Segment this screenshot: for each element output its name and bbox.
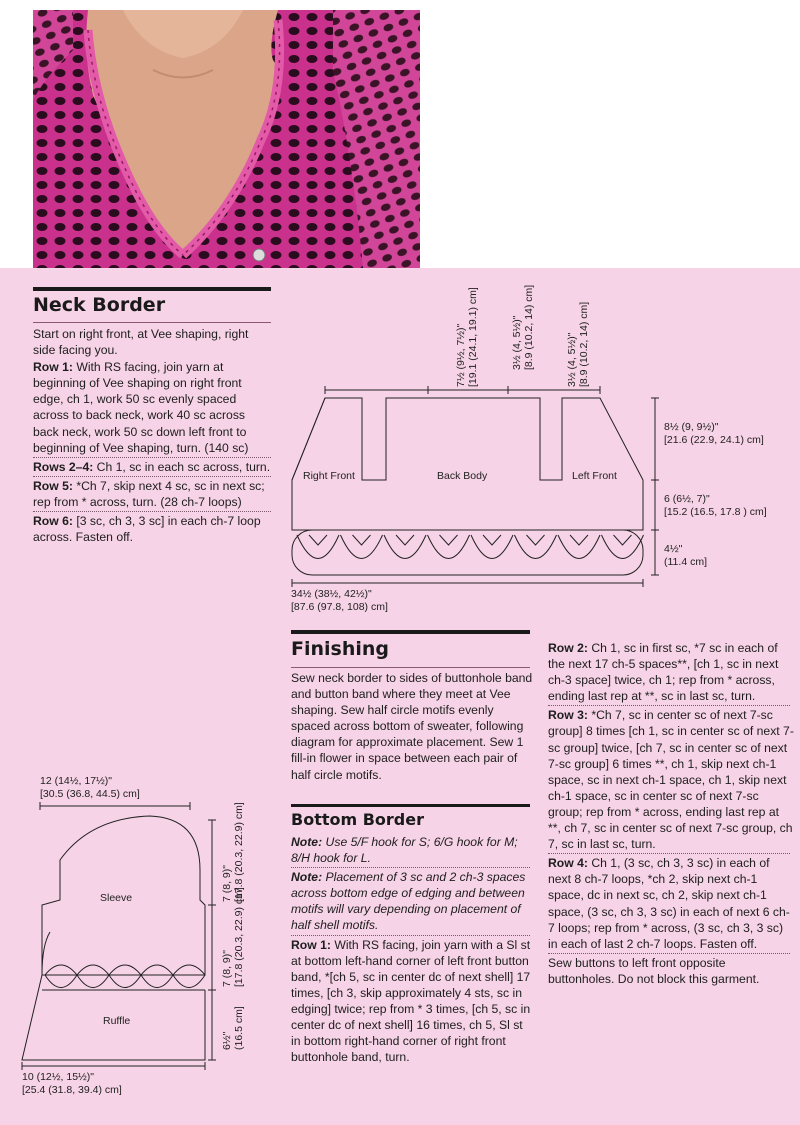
sleeve-motif [109,975,141,988]
dim-sleeve-bottom: 10 (12½, 15½)" [25.4 (31.8, 39.4) cm] [22,1071,122,1096]
sleeve-motif-top [45,965,77,975]
back-body-label: Back Body [437,470,488,482]
dim-front-width-1: 3½ (4, 5½)" [8.9 (10.2, 14) cm] [511,284,535,370]
note-placement: Note: Placement of 3 sc and 2 ch-3 spaces across bottom edge of edging and between motifs will vary depending on placement of half shell motifs. [291,870,526,933]
dim-neck-width: 7½ (9½, 7½)" [19.1 (24.1, 19.1) cm] [455,287,479,387]
neck-row-1: Row 1: With RS facing, join yarn at beginning of Vee shaping on right front edge, ch 1, work 50 sc evenly spaced across to back neck, work 40 sc across back neck, work 50 sc down left front to beginning of Vee shaping, turn. (140 sc) [33,360,249,455]
dim-sleeve-top: 12 (14½, 17½)" [30.5 (36.8, 44.5) cm] [40,775,140,800]
finishing-text: Sew neck border to sides of buttonhole band and button band where they meet at Vee shaping. Sew half circle motifs evenly spaced across bottom of sweater, following diagram for approximate placement. Sew 1 fill-in flower in space between each pair of half circle motifs. [291,671,533,782]
dim-width: 34½ (38½, 42½)" [87.6 (97.8, 108) cm] [291,588,388,613]
right-front-label: Right Front [303,470,355,482]
sleeve-motif [141,975,173,988]
sleeve-motif-top [141,965,173,975]
sleeve-motif-top [77,965,109,975]
dim-sleeve-cap: 7 (8, 9)" [17.8 (20.3, 22.9) cm] [221,802,245,902]
dim-armhole: 8½ (9, 9½)" [21.6 (22.9, 24.1) cm] [664,421,764,446]
sleeve-motif-top [109,965,141,975]
sleeve-motif [173,975,205,988]
dim-body-length: 6 (6½, 7)" [15.2 (16.5, 17.8 ) cm] [664,493,767,518]
final-instructions: Sew buttons to left front opposite buttonholes. Do not block this garment. [548,955,760,986]
dim-front-width-2: 3½ (4, 5½)" [8.9 (10.2, 14) cm] [566,301,590,387]
note-hooks: Note: Use 5/F hook for S; 6/G hook for M; 8/H hook for L. [291,835,518,866]
bottom-row-2: Row 2: Ch 1, sc in first sc, *7 sc in each of the next 17 ch-5 spaces**, [ch 1, sc in next ch-3 space] twice, ch 1; rep from * across, ending last rep at **, sc in last sc, turn. [548,641,779,704]
finishing-title: Finishing [291,638,390,660]
sleeve-motif-top [173,965,205,975]
sleeve-motif [77,975,109,988]
neck-row-6: Row 6: [3 sc, ch 3, 3 sc] in each ch-7 loop across. Fasten off. [33,514,261,545]
neck-row-2-4: Rows 2–4: Ch 1, sc in each sc across, turn. [33,459,271,474]
bottom-row-1: Row 1: With RS facing, join yarn with a Sl st at bottom left-hand corner of left front button band, *[ch 5, sc in center dc of next shell] 17 times, [ch 3, skip approximately 4 sts, sc in edging] twice; rep from * 3 times, [ch 5, sc in center dc of next shell] 16 times, ch 5, Sl st in bottom right-hand corner of right front buttonhole band, turn. [291,937,531,1065]
neck-row-5: Row 5: *Ch 7, skip next 4 sc, sc in next sc; rep from * across, turn. (28 ch-7 loops) [33,478,265,509]
neck-border-intro: Start on right front, at Vee shaping, right side facing you. [33,327,249,358]
ruffle-label: Ruffle [103,1015,131,1027]
bottom-border-title: Bottom Border [291,810,424,829]
sleeve-motif [45,975,77,988]
dim-edging: 4½" (11.4 cm] [664,543,707,568]
left-front-label: Left Front [572,470,617,482]
neck-border-title: Neck Border [33,294,166,316]
bottom-row-4: Row 4: Ch 1, (3 sc, ch 3, 3 sc) in each of next 8 ch-7 loops, *ch 2, skip next ch-1 space, dc in next sc, ch 2, skip next ch-1 space, (3 sc, ch 3, 3 sc) in each of next 6 ch-7 loops; rep from * across, (3 sc, ch 3, 3 sc) in each of last 2 ch-7 loops. Fasten off. [548,856,790,951]
dim-sleeve-ruffle: 6½" (16.5 cm] [221,1006,245,1050]
sleeve-label: Sleeve [100,892,133,904]
bottom-row-3: Row 3: *Ch 7, sc in center sc of next 7-sc group] 8 times [ch 1, sc in center sc of next 7-sc group] twice, [ch 7, sc in center sc of next 7-sc group] 6 times **, ch 1, skip next ch-1 space, sc in next ch-1 space, ch 1, skip next ch-1 space, sc in center sc of next 7-sc group; rep from * across, ending last rep at **, ch 7, sc in center sc of next 7-sc group, ch 7, sc in last sc, turn. [548,708,794,852]
dim-sleeve-upper: 7 (8, 9)" [17.8 (20.3, 22.9) cm] [221,887,245,987]
